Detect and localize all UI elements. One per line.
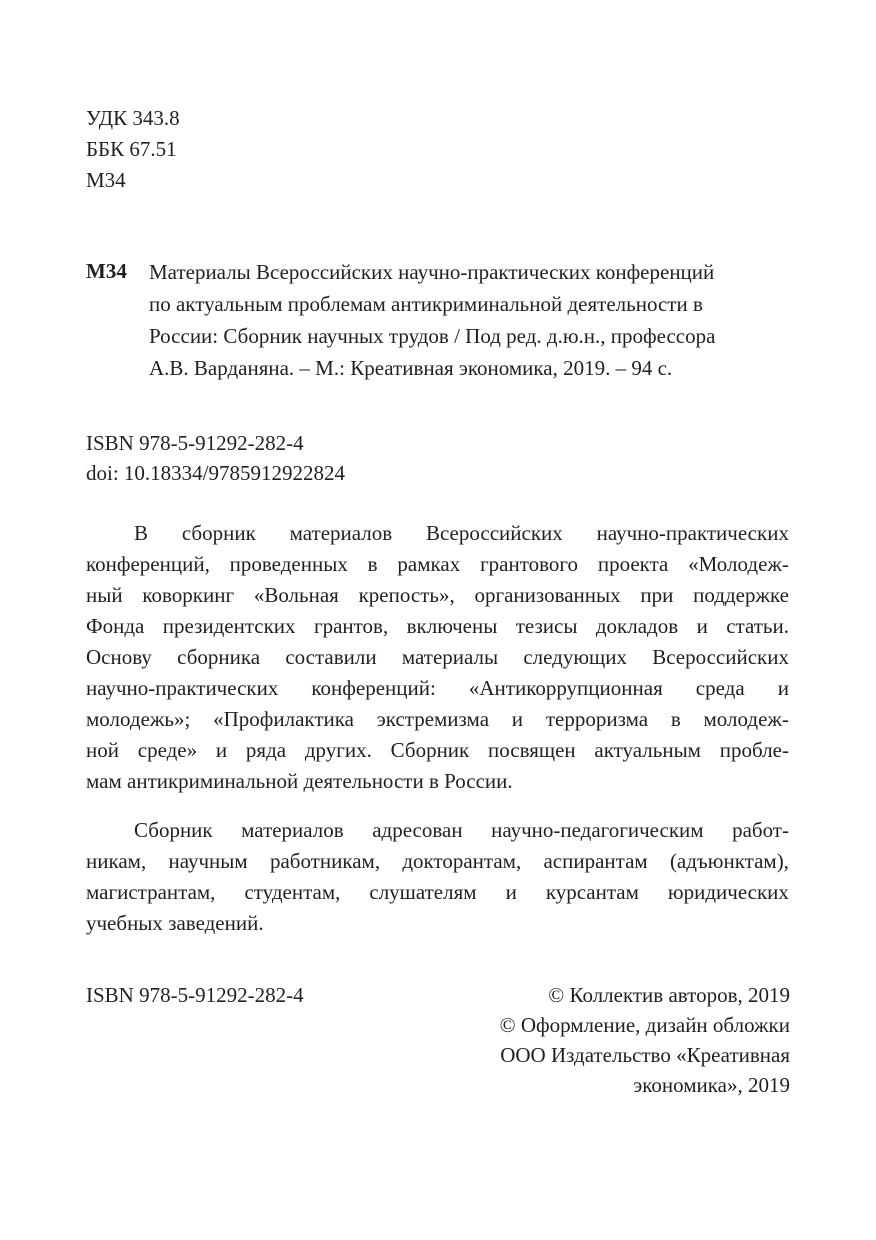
word: включены <box>406 614 498 638</box>
word: докладов <box>595 614 679 638</box>
word: ный <box>86 583 123 607</box>
word: студентам, <box>244 880 341 904</box>
author-mark: М34 <box>86 168 126 192</box>
bbk-code: ББК 67.51 <box>86 137 177 161</box>
word: и <box>777 676 789 700</box>
word: тезисы <box>515 614 578 638</box>
word: среда <box>695 676 745 700</box>
word: крепость», <box>358 583 455 607</box>
word: материалов <box>241 818 344 842</box>
word: организованных <box>474 583 621 607</box>
word: грантового <box>480 552 578 576</box>
copyright-line: экономика», 2019 <box>633 1073 790 1097</box>
paragraph-last-line: учебных заведений. <box>86 911 264 935</box>
word: научно-педагогическим <box>491 818 704 842</box>
word: научно-практических <box>86 676 279 700</box>
word: сборник <box>181 521 256 545</box>
word: грантов, <box>313 614 389 638</box>
footer-isbn: ISBN 978-5-91292-282-4 <box>86 983 304 1007</box>
justified-line <box>86 673 789 704</box>
classification-block <box>86 103 180 196</box>
word: в <box>670 707 681 731</box>
word: Всероссийских <box>652 645 789 669</box>
word: коворкинг <box>142 583 235 607</box>
paragraph-last-line: мам антикриминальной деятельности в России. <box>86 769 513 793</box>
word: поддержке <box>693 583 789 607</box>
annotation-paragraph-2 <box>86 815 789 939</box>
doi: doi: 10.18334/9785912922824 <box>86 461 346 485</box>
udk-code: УДК 343.8 <box>86 106 180 130</box>
word: ной <box>86 738 119 762</box>
word: (адъюнктам), <box>669 849 789 873</box>
word: Сборник <box>134 818 213 842</box>
word: рамках <box>397 552 461 576</box>
entry-line: по актуальным проблемам антикриминальной деятельности в <box>149 292 703 316</box>
justified-line <box>86 846 789 877</box>
word: научным <box>168 849 248 873</box>
annotation <box>86 518 789 939</box>
identifiers-block <box>86 428 345 488</box>
justified-line <box>86 642 789 673</box>
justified-line <box>86 518 789 549</box>
word: слушателям <box>369 880 477 904</box>
word: терроризма <box>545 707 649 731</box>
word: следующих <box>523 645 627 669</box>
word: ряда <box>245 738 287 762</box>
word: материалов <box>289 521 393 545</box>
word: «Молодеж- <box>688 552 789 576</box>
entry-line: А.В. Варданяна. – М.: Креативная экономика, 2019. – 94 с. <box>149 356 673 380</box>
word: Всероссийских <box>425 521 563 545</box>
justified-line <box>86 611 789 642</box>
word: других. <box>304 738 372 762</box>
entry-description <box>149 256 791 384</box>
word: В <box>134 521 149 545</box>
word: материалы <box>401 645 499 669</box>
word: работ- <box>732 818 789 842</box>
word: конференций, <box>86 552 210 576</box>
word: составили <box>285 645 377 669</box>
word: «Вольная <box>253 583 339 607</box>
word: сборника <box>177 645 261 669</box>
word: проведенных <box>229 552 348 576</box>
copyright-block <box>500 980 790 1100</box>
word: докторантам, <box>402 849 522 873</box>
entry-author-mark: М34 <box>86 259 127 283</box>
entry-line: России: Сборник научных трудов / Под ред. д.ю.н., профессора <box>149 324 716 348</box>
word: магистрантам, <box>86 880 216 904</box>
word: и <box>511 707 524 731</box>
word: и <box>696 614 708 638</box>
word: экстремизма <box>376 707 490 731</box>
word: и <box>215 738 228 762</box>
justified-line <box>86 549 789 580</box>
word: конференций: <box>311 676 436 700</box>
word: Основу <box>86 645 152 669</box>
word: юридических <box>667 880 789 904</box>
word: и <box>505 880 517 904</box>
justified-line <box>86 704 789 735</box>
justified-line <box>86 815 789 846</box>
word: в <box>367 552 378 576</box>
justified-line <box>86 580 789 611</box>
word: статьи. <box>726 614 789 638</box>
justified-line <box>86 735 789 766</box>
bibliographic-entry <box>86 256 791 384</box>
word: адресован <box>372 818 463 842</box>
word: среде» <box>137 738 198 762</box>
word: Фонда <box>86 614 145 638</box>
copyright-line: © Оформление, дизайн обложки <box>499 1013 790 1037</box>
word: посвящен <box>488 738 576 762</box>
word: молодежь»; <box>86 707 191 731</box>
word: проекта <box>597 552 669 576</box>
word: никам, <box>86 849 147 873</box>
word: курсантам <box>545 880 639 904</box>
word: «Профилактика <box>213 707 354 731</box>
word: при <box>640 583 674 607</box>
word: актуальным <box>594 738 701 762</box>
isbn: ISBN 978-5-91292-282-4 <box>86 431 304 455</box>
word: «Антикоррупционная <box>468 676 663 700</box>
entry-line: Материалы Всероссийских научно-практических конференций <box>149 260 715 284</box>
copyright-line: © Коллектив авторов, 2019 <box>548 983 790 1007</box>
word: Сборник <box>390 738 470 762</box>
word: президентских <box>162 614 296 638</box>
annotation-paragraph-1 <box>86 518 789 797</box>
copyright-line: ООО Издательство «Креативная <box>500 1043 790 1067</box>
word: молодеж- <box>703 707 789 731</box>
word: работникам, <box>269 849 381 873</box>
word: научно-практических <box>596 521 789 545</box>
word: пробле- <box>719 738 789 762</box>
justified-line <box>86 877 789 908</box>
word: аспирантам <box>543 849 648 873</box>
